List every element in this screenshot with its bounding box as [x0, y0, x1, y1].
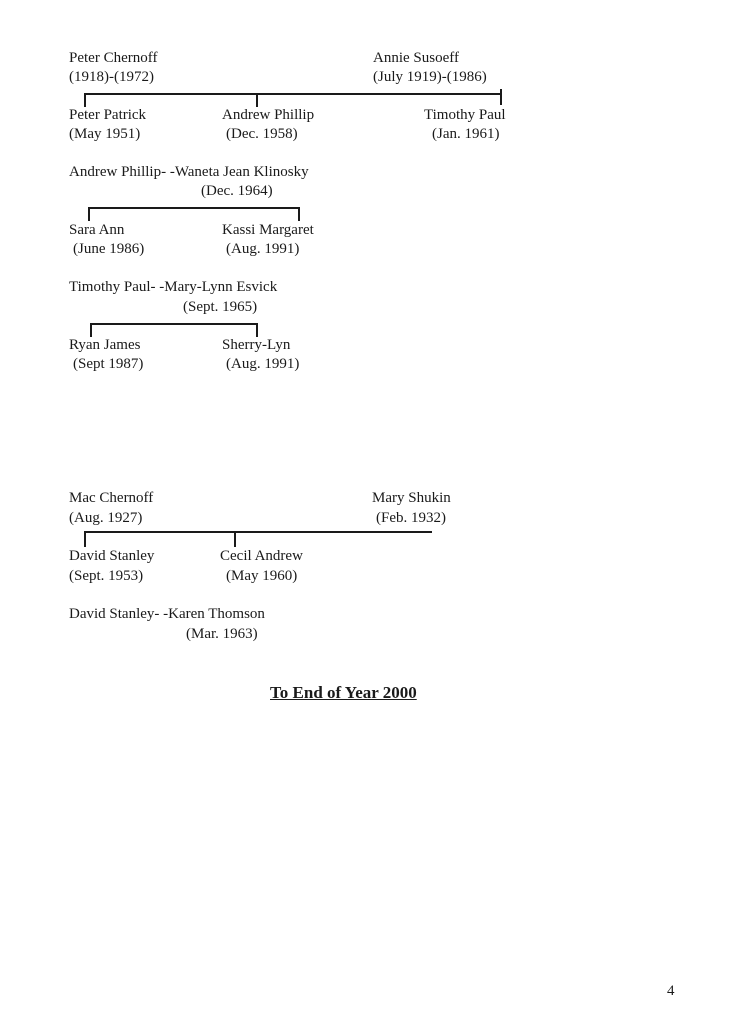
spouse-dates: (Mar. 1963)	[186, 626, 258, 642]
spouse-dates: (Dec. 1964)	[201, 183, 273, 199]
child-name: Sara Ann	[69, 222, 125, 238]
father-name: Peter Chernoff	[69, 50, 158, 66]
child-dates: (Sept 1987)	[73, 356, 144, 372]
child-drop-line	[84, 531, 86, 547]
child-dates: (Sept. 1953)	[69, 568, 144, 584]
child-name: Kassi Margaret	[222, 222, 314, 238]
mother-name: Mary Shukin	[372, 490, 451, 506]
child-dates: (June 1986)	[73, 241, 145, 257]
mother-name: Annie Susoeff	[373, 50, 459, 66]
couple-line: Timothy Paul- -Mary-Lynn Esvick	[69, 279, 278, 295]
child-drop-line	[88, 207, 90, 221]
child-drop-line	[500, 89, 502, 105]
child-drop-line	[256, 323, 258, 337]
family-connector-line	[84, 93, 502, 95]
mother-dates: (July 1919)-(1986)	[373, 69, 487, 85]
child-drop-line	[234, 531, 236, 547]
child-dates: (Aug. 1991)	[226, 241, 300, 257]
page-number: 4	[667, 983, 675, 999]
child-dates: (May 1951)	[69, 126, 141, 142]
child-dates: (May 1960)	[226, 568, 298, 584]
family-connector-line	[90, 323, 258, 325]
family-connector-line	[88, 207, 300, 209]
child-drop-line	[298, 207, 300, 221]
child-drop-line	[90, 323, 92, 337]
father-dates: (Aug. 1927)	[69, 510, 143, 526]
child-drop-line	[256, 93, 258, 107]
child-name: Sherry-Lyn	[222, 337, 291, 353]
child-name: Timothy Paul	[424, 107, 506, 123]
father-dates: (1918)-(1972)	[69, 69, 154, 85]
child-dates: (Aug. 1991)	[226, 356, 300, 372]
father-name: Mac Chernoff	[69, 490, 154, 506]
child-name: Ryan James	[69, 337, 141, 353]
child-name: Peter Patrick	[69, 107, 147, 123]
child-name: Cecil Andrew	[220, 548, 303, 564]
spouse-dates: (Sept. 1965)	[183, 299, 258, 315]
family-connector-line	[84, 531, 432, 533]
couple-line: David Stanley- -Karen Thomson	[69, 606, 265, 622]
couple-line: Andrew Phillip- -Waneta Jean Klinosky	[69, 164, 309, 180]
child-name: David Stanley	[69, 548, 155, 564]
closing-title: To End of Year 2000	[270, 683, 417, 702]
child-drop-line	[84, 93, 86, 107]
child-dates: (Jan. 1961)	[432, 126, 500, 142]
mother-dates: (Feb. 1932)	[376, 510, 446, 526]
child-dates: (Dec. 1958)	[226, 126, 298, 142]
child-name: Andrew Phillip	[222, 107, 315, 123]
